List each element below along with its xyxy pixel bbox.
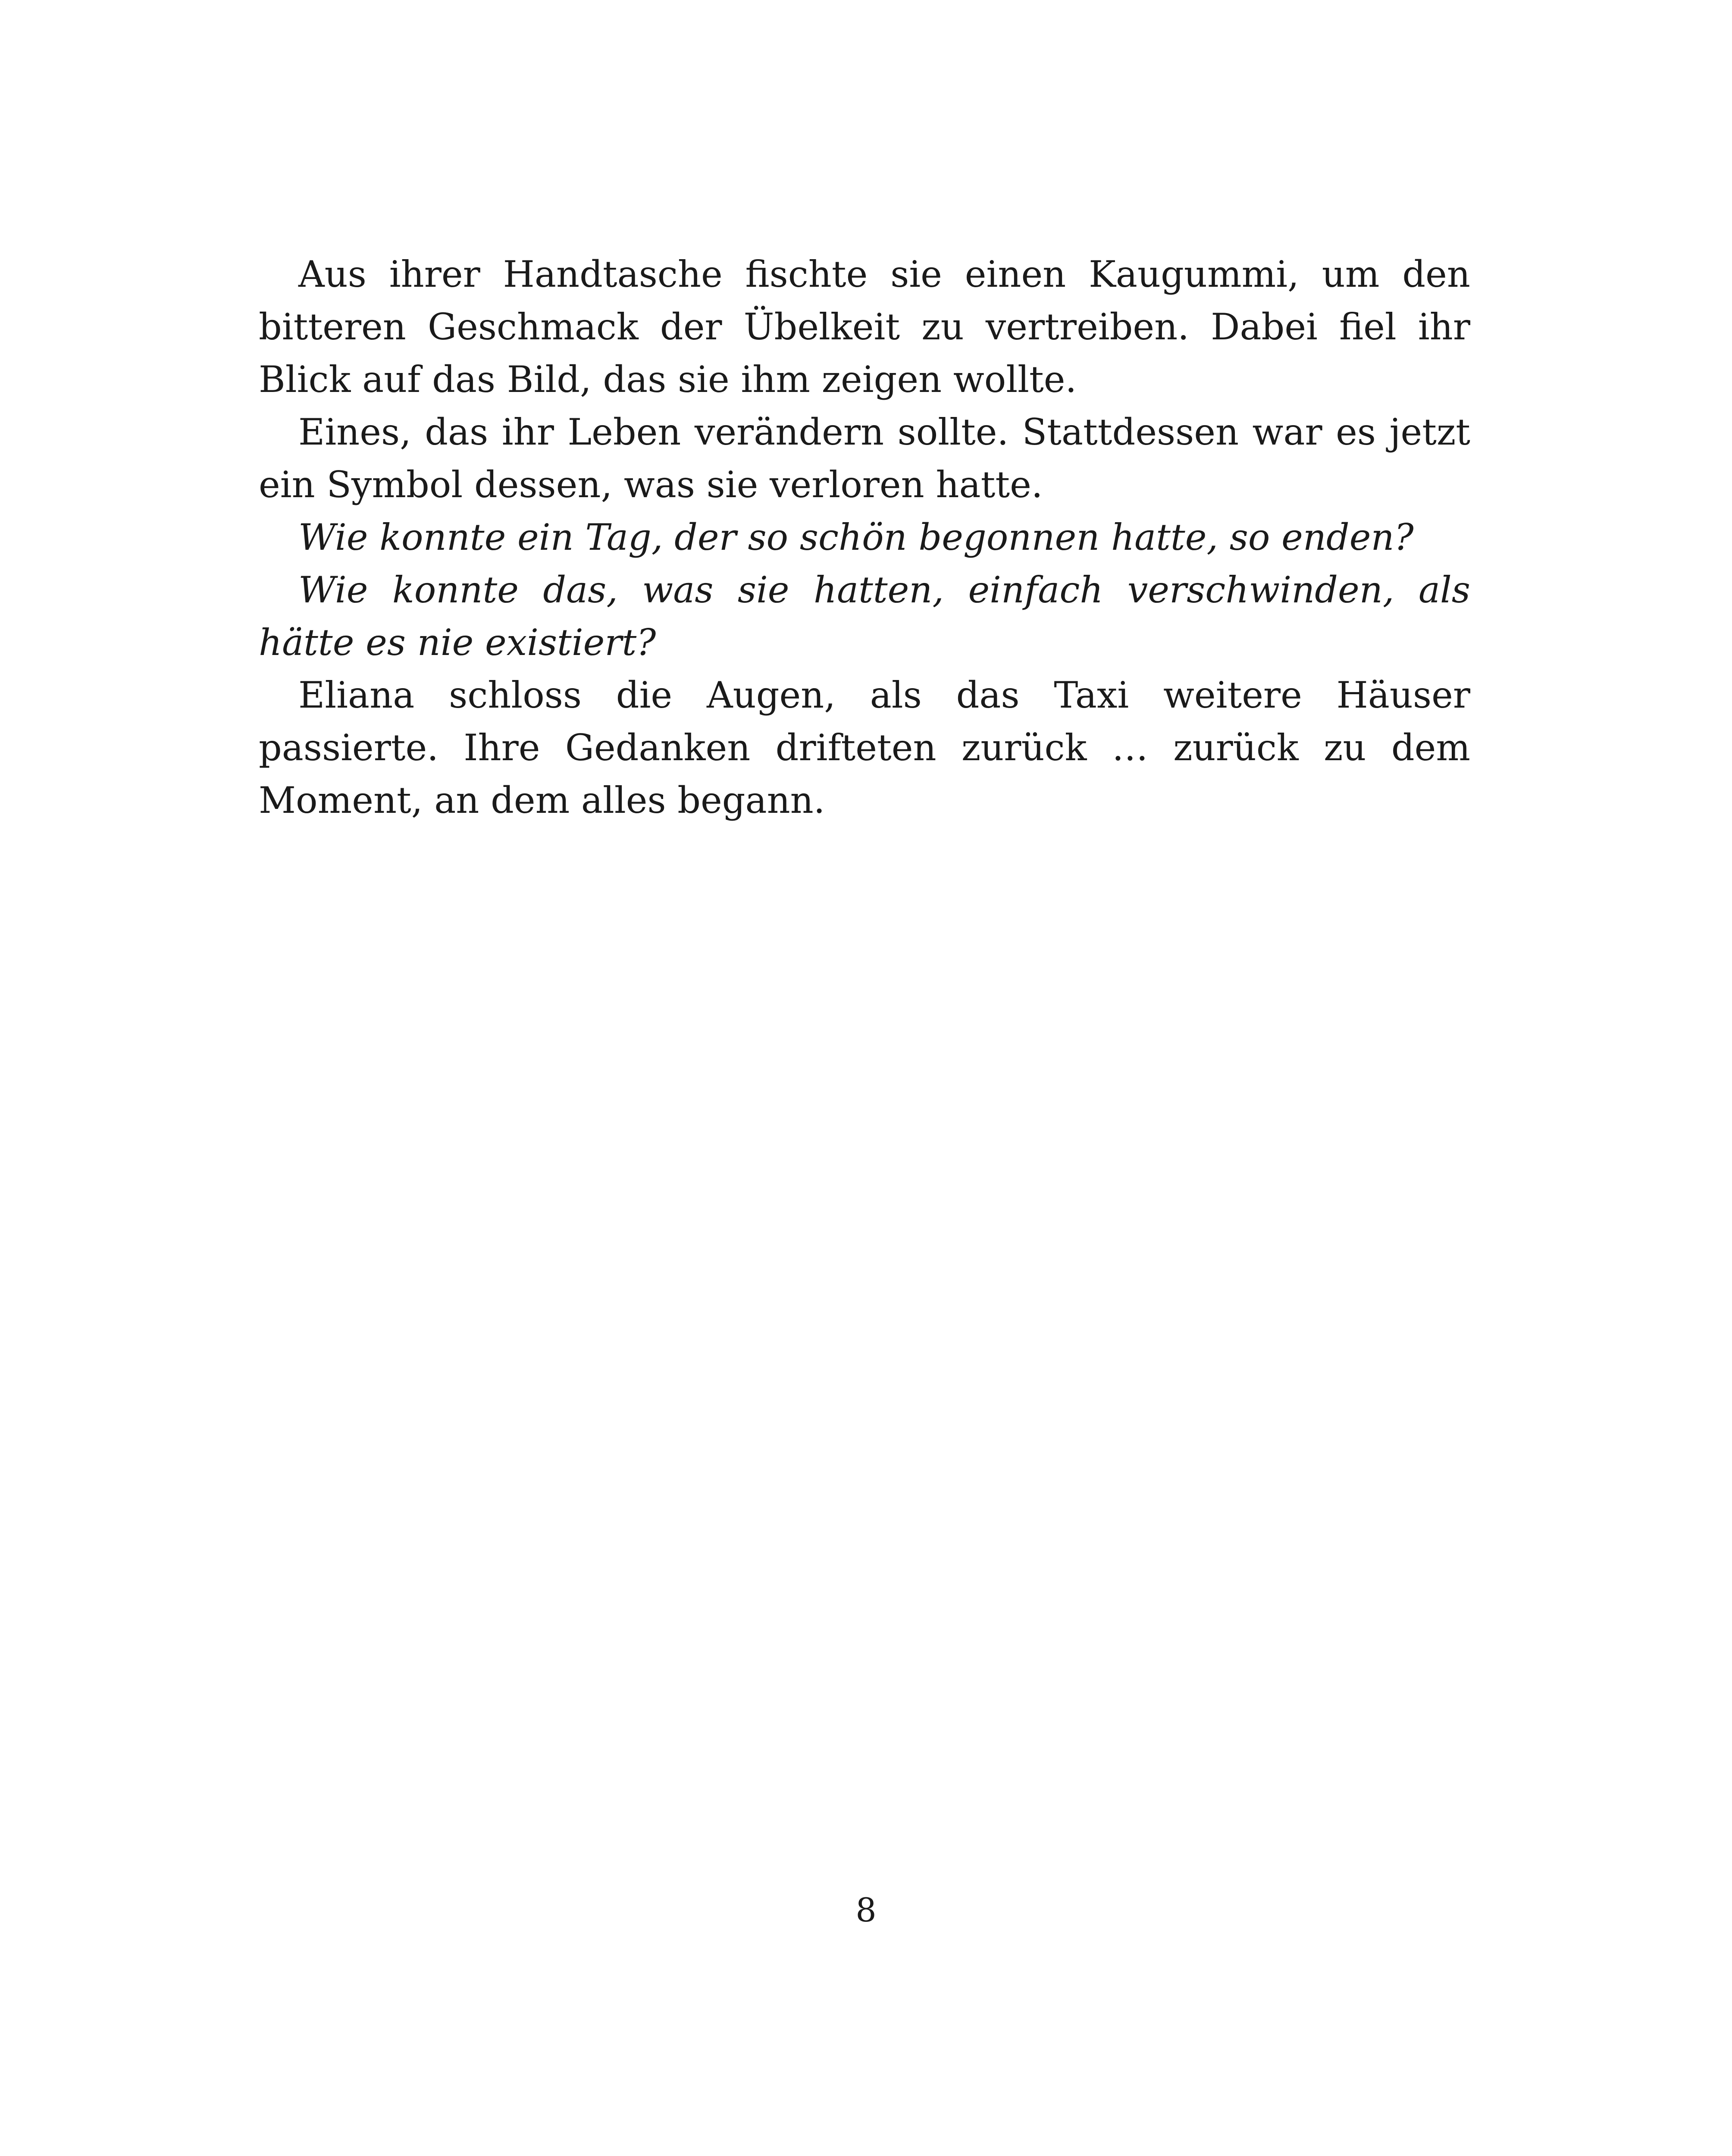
paragraph: Eliana schloss die Augen, als das Taxi weitere Häuser passierte. Ihre Gedanken drifteten zurück … zurück zu dem Moment, an dem alles begann. xyxy=(259,674,1470,821)
paragraph-italic: Wie konnte ein Tag, der so schön begonnen hatte, so enden? xyxy=(298,516,1414,558)
body-text xyxy=(259,248,1470,827)
paragraph: Eines, das ihr Leben verändern sollte. Stattdessen war es jetzt ein Symbol dessen, was sie verloren hatte. xyxy=(259,411,1470,506)
paragraph: Aus ihrer Handtasche fischte sie einen Kaugummi, um den bitteren Geschmack der Übelkeit zu vertreiben. Dabei fiel ihr Blick auf das Bild, das sie ihm zeigen wollte. xyxy=(259,253,1470,401)
paragraph-italic: Wie konnte das, was sie hatten, einfach verschwinden, als hätte es nie existiert? xyxy=(259,569,1470,664)
page-number: 8 xyxy=(855,1891,877,1929)
